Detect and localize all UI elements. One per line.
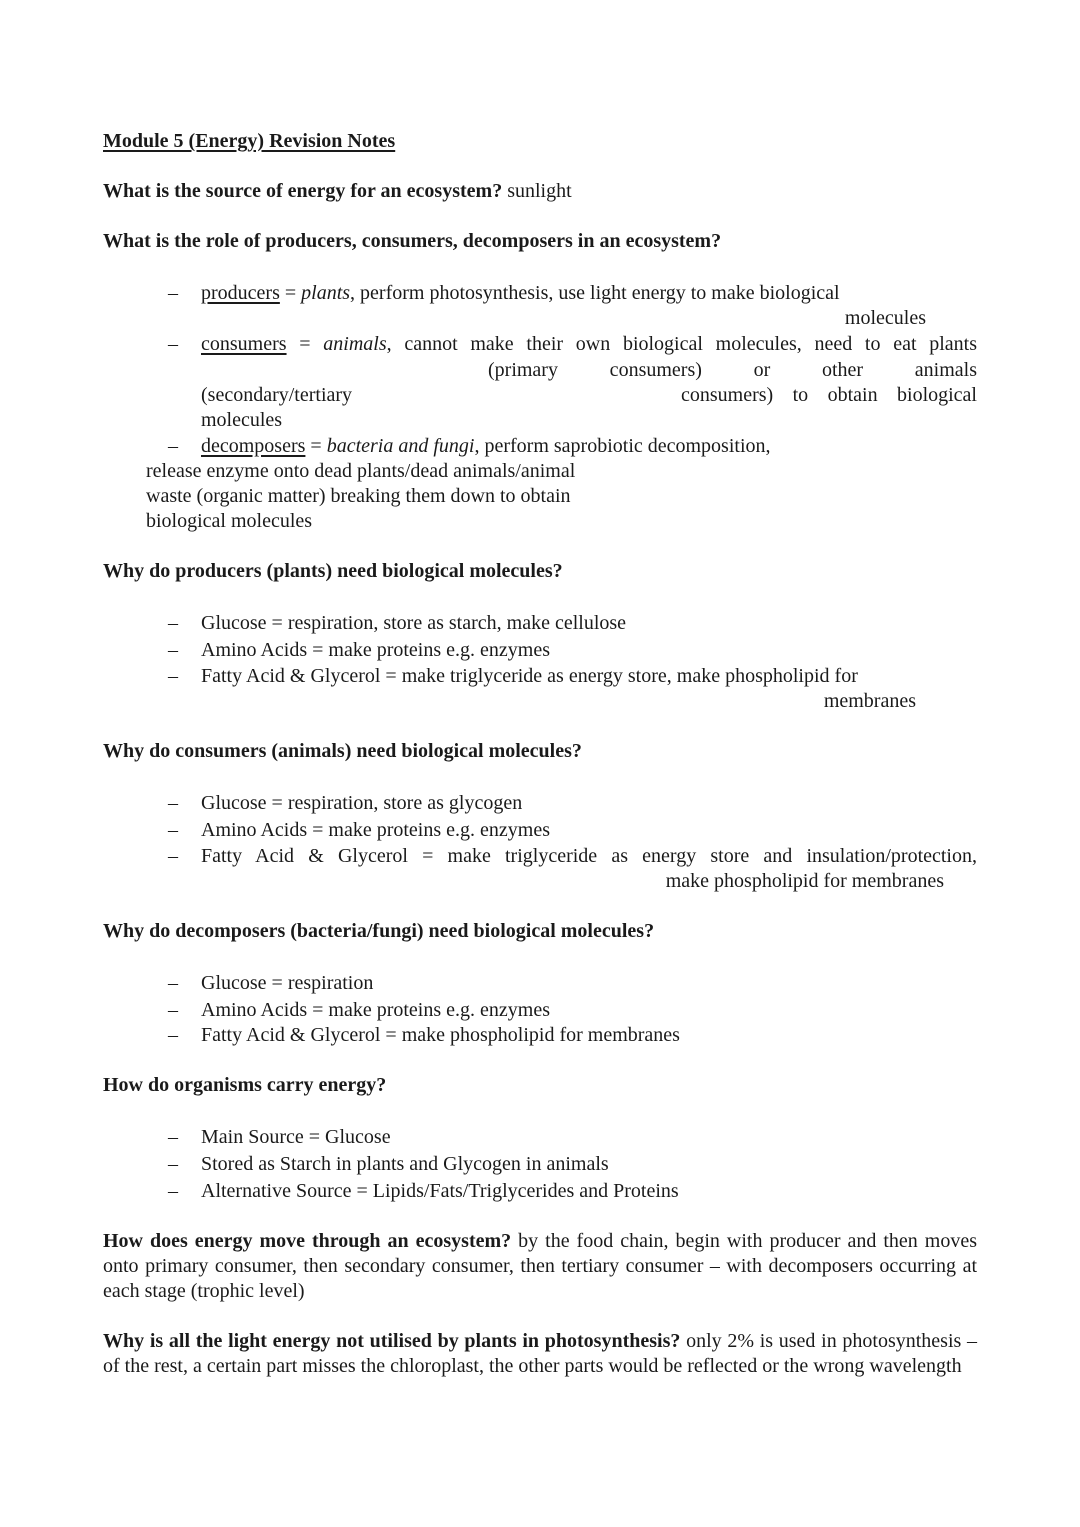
decomposers-line4: biological molecules — [146, 510, 313, 532]
consumers-line3b: consumers) to obtain biological — [681, 384, 977, 406]
list-item: Fatty Acid & Glycerol = make phospholipid for membranes — [201, 1024, 680, 1046]
decomposers-def: bacteria and fungi — [326, 435, 475, 457]
answer-text: sunlight — [507, 180, 572, 202]
question-text: What is the source of energy for an ecosystem? — [103, 180, 503, 202]
bullet-dash: – — [168, 612, 178, 634]
producers-term: producers — [201, 282, 280, 304]
page-title: Module 5 (Energy) Revision Notes — [103, 130, 396, 152]
question-carry-energy: How do organisms carry energy? — [103, 1074, 387, 1096]
decomposers-term: decomposers — [201, 435, 306, 457]
list-item: Amino Acids = make proteins e.g. enzymes — [201, 639, 550, 661]
question-text: How does energy move through an ecosystem? — [103, 1230, 512, 1252]
consumers-text: , cannot make their own biological molecules, need to eat plants — [386, 333, 977, 355]
list-item: Fatty Acid & Glycerol = make triglyceride as energy store, make phospholipid for — [201, 665, 858, 687]
answer-text: only 2% is used in photosynthesis – of the rest, a certain part misses the chloroplast, the other parts would be reflected or the wrong wavelength — [103, 1330, 978, 1377]
producers-text: , perform photosynthesis, use light energy to make biological — [350, 282, 840, 304]
list-item: Amino Acids = make proteins e.g. enzymes — [201, 999, 550, 1021]
list-item: Stored as Starch in plants and Glycogen in animals — [201, 1153, 609, 1175]
list-item: Main Source = Glucose — [201, 1126, 391, 1148]
bullet-dash: – — [168, 665, 178, 687]
equals-sign: = — [305, 435, 327, 457]
equals-sign: = — [279, 282, 302, 304]
consumers-term: consumers — [201, 333, 287, 355]
producers-def: plants — [301, 282, 351, 304]
question-decomposers-need: Why do decomposers (bacteria/fungi) need biological molecules? — [103, 920, 655, 942]
equals-sign: = — [286, 333, 324, 355]
bullet-dash: – — [168, 435, 178, 457]
consumers-line3a: (secondary/tertiary — [201, 384, 353, 406]
decomposers-line — [201, 434, 771, 459]
list-item: Glucose = respiration — [201, 972, 374, 994]
bullet-dash: – — [168, 999, 178, 1021]
consumers-line — [201, 332, 977, 357]
bullet-dash: – — [168, 1153, 178, 1175]
bullet-dash: – — [168, 819, 178, 841]
decomposers-line3: waste (organic matter) breaking them down to obtain — [146, 485, 571, 507]
bullet-dash: – — [168, 639, 178, 661]
question-energy-source — [103, 179, 572, 204]
question-consumers-need: Why do consumers (animals) need biological molecules? — [103, 740, 582, 762]
consumers-line4: molecules — [201, 409, 283, 431]
decomposers-text: , perform saprobiotic decomposition, — [474, 435, 771, 457]
decomposers-line2: release enzyme onto dead plants/dead animals/animal — [146, 460, 576, 482]
question-text: Why is all the light energy not utilised by plants in photosynthesis? — [103, 1330, 681, 1352]
bullet-dash: – — [168, 845, 178, 867]
question-energy-movement — [103, 1229, 977, 1304]
bullet-dash: – — [168, 972, 178, 994]
producers-wrap: molecules — [844, 307, 926, 329]
list-item: Glucose = respiration, store as glycogen — [201, 792, 523, 814]
producers-line — [201, 281, 840, 306]
bullet-dash: – — [168, 282, 178, 304]
bullet-dash: – — [168, 1126, 178, 1148]
list-item: Fatty Acid & Glycerol = make triglyceride as energy store and insulation/protection, — [201, 845, 977, 867]
question-producers-need: Why do producers (plants) need biological molecules? — [103, 560, 563, 582]
bullet-dash: – — [168, 1024, 178, 1046]
consumers-line2: (primary consumers) or other animals — [488, 359, 977, 381]
answer-text: by the food chain, begin with producer and then moves onto primary consumer, then secondary consumer, then tertiary consumer – with decomposers occurring at each stage (trophic level) — [103, 1230, 978, 1302]
bullet-dash: – — [168, 792, 178, 814]
bullet-dash: – — [168, 1180, 178, 1202]
list-item: Glucose = respiration, store as starch, make cellulose — [201, 612, 627, 634]
question-roles: What is the role of producers, consumers, decomposers in an ecosystem? — [103, 230, 722, 252]
list-item-wrap: make phospholipid for membranes — [665, 870, 944, 892]
bullet-dash: – — [168, 333, 178, 355]
list-item-wrap: membranes — [823, 690, 916, 712]
consumers-def: animals — [323, 333, 387, 355]
list-item: Alternative Source = Lipids/Fats/Triglycerides and Proteins — [201, 1180, 679, 1202]
question-light-energy — [103, 1329, 977, 1379]
list-item: Amino Acids = make proteins e.g. enzymes — [201, 819, 550, 841]
